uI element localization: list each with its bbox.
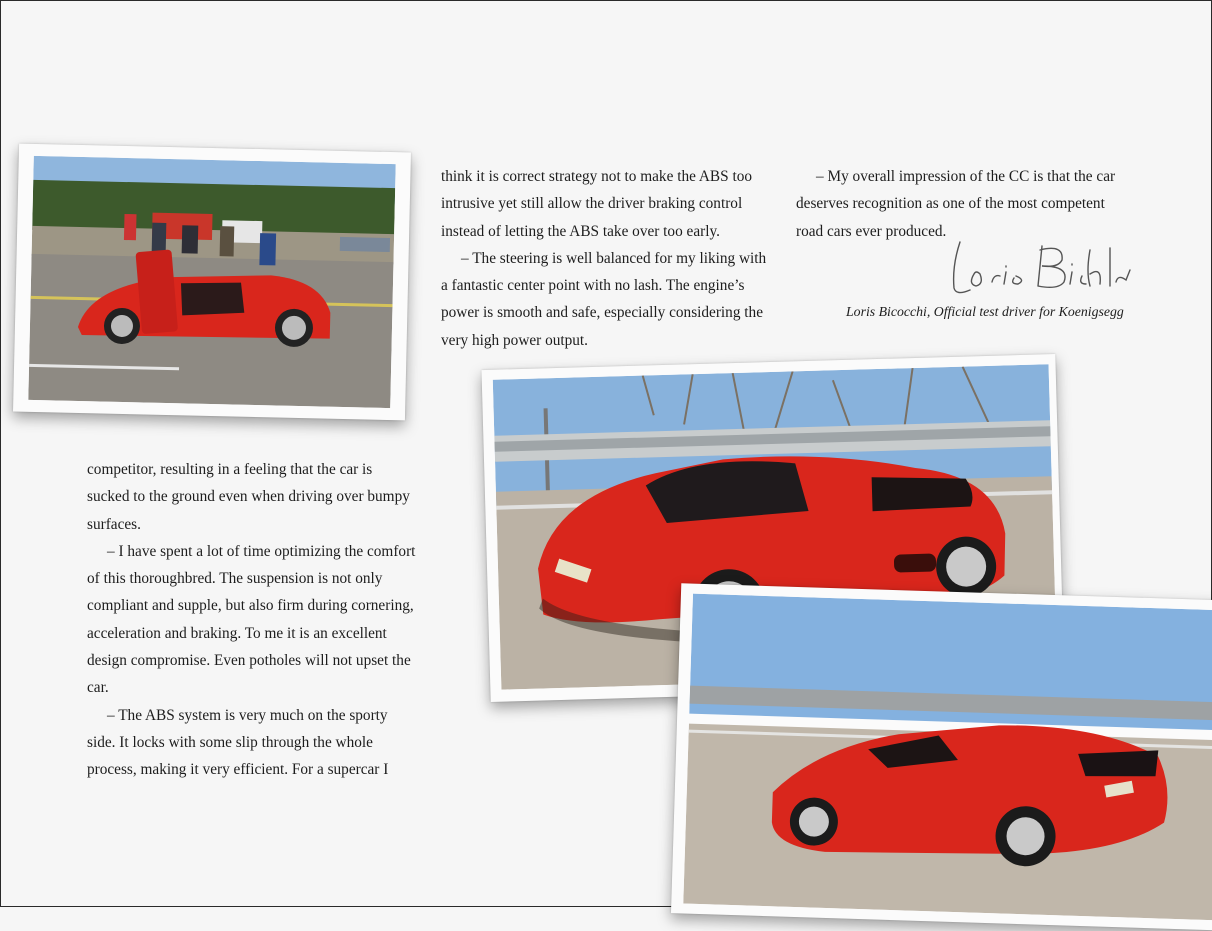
right-paragraph-1: – My overall impression of the CC is that the car deserves recognition as one of the most competent road cars ever produced.: [796, 168, 1116, 240]
text-column-right: [796, 163, 1126, 245]
left-paragraph-1: competitor, resulting in a feeling that the car is sucked to the ground even when driving over bumpy surfaces.: [87, 461, 410, 533]
photo-car-door-open: [13, 144, 411, 421]
text-column-middle: [441, 163, 773, 354]
signature-caption: Loris Bicocchi, Official test driver for Koenigsegg: [846, 304, 1124, 319]
car-door-open-image: [28, 156, 395, 408]
left-paragraph-2: – I have spent a lot of time optimizing the comfort of this thoroughbred. The suspension is not only compliant and supple, but also firm during cornering, acceleration and braking. To me it is an excellent design compromise. Even potholes will not upset the car.: [87, 542, 416, 697]
middle-paragraph-2: – The steering is well balanced for my liking with a fantastic center point with no lash. The engine’s power is smooth and safe, especially considering the very high power output.: [441, 249, 767, 349]
middle-paragraph-1: think it is correct strategy not to make the ABS too intrusive yet still allow the driver braking control instead of letting the ABS take over too early.: [441, 168, 752, 240]
text-column-left: [87, 456, 417, 784]
car-rear-quarter-image: [683, 594, 1212, 921]
photo-car-rear-quarter: [671, 583, 1212, 930]
signature-graphic: [940, 236, 1150, 302]
left-paragraph-3: – The ABS system is very much on the sporty side. It locks with some slip through the whole process, making it very efficient. For a supercar I: [87, 706, 389, 779]
